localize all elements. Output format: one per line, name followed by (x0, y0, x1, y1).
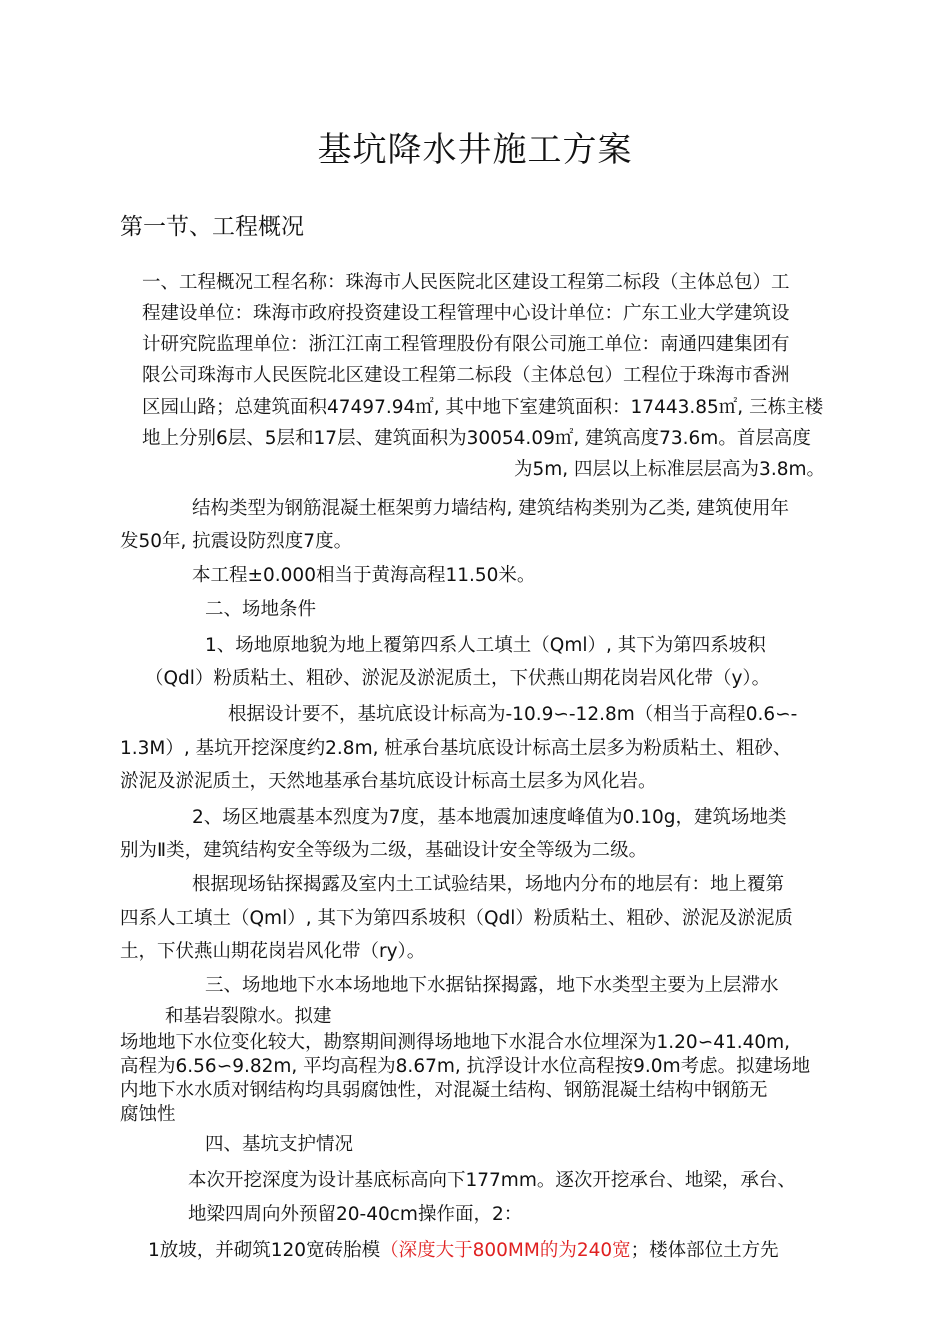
support-line: 地梁四周向外预留20-40cm操作面，2： (188, 1204, 523, 1225)
design-line: 1.3M）, 基坑开挖深度约2.8m, 桩承台基坑底设计标高土层多为粉质粘土、粗砂、 (120, 738, 792, 759)
groundwater-line: 高程为6.56∽9.82m, 平均高程为8.67m, 抗浮设计水位高程按9.0m考虑。拟建场地 (120, 1056, 811, 1077)
section-heading: 第一节、工程概况 (120, 214, 304, 240)
document-title: 基坑降水井施工方案 (317, 130, 633, 170)
support-heading: 四、基坑支护情况 (205, 1134, 354, 1155)
design-line: 根据设计要不，基坑底设计标高为-10.9∽-12.8m（相当于高程0.6∽- (228, 704, 798, 725)
support-text: 1放坡，并砌筑120宽砖胎模 (148, 1240, 381, 1261)
support-text: ；楼体部位土方先 (630, 1240, 779, 1261)
groundwater-line: 腐蚀性 (120, 1104, 176, 1125)
strata-line: 四系人工填土（Qml）, 其下为第四系坡积（Qdl）粉质粘土、粗砂、淤泥及淤泥质 (120, 908, 793, 929)
groundwater-line: 和基岩裂隙水。拟建 (165, 1006, 332, 1027)
groundwater-line: 内地下水水质对钢结构均具弱腐蚀性，对混凝土结构、钢筋混凝土结构中钢筋无 (120, 1080, 768, 1101)
support-line: 本次开挖深度为设计基底标高向下177mm。逐次开挖承台、地梁，承台、 (188, 1170, 796, 1191)
overview-line: 区园山路；总建筑面积47497.94㎡, 其中地下室建筑面积：17443.85㎡, 三栋主楼 (142, 397, 824, 418)
overview-line: 为5m, 四层以上标准层层高为3.8m。 (514, 459, 825, 480)
overview-line: 地上分别6层、5层和17层、建筑面积为30054.09㎡, 建筑高度73.6m。首层高度 (142, 428, 811, 449)
site1-line: 1、场地原地貌为地上覆第四系人工填土（Qml）, 其下为第四系坡积 (205, 635, 766, 656)
site1-line: （Qdl）粉质粘土、粗砂、淤泥及淤泥质土，下伏燕山期花岗岩风化带（y）。 (145, 668, 771, 689)
groundwater-line: 场地地下水位变化较大，勘察期间测得场地地下水混合水位埋深为1.20∽41.40m, (120, 1032, 791, 1053)
site2-line: 别为Ⅱ类，建筑结构安全等级为二级，基础设计安全等级为二级。 (120, 840, 648, 861)
site2-line: 2、场区地震基本烈度为7度，基本地震加速度峰值为0.10g，建筑场地类 (192, 807, 787, 828)
overview-line: 一、工程概况工程名称：珠海市人民医院北区建设工程第二标段（主体总包）工 (142, 272, 790, 293)
site-conditions-heading: 二、场地条件 (205, 599, 317, 620)
support-line-mixed (148, 1233, 779, 1269)
overview-line: 计研究院监理单位：浙江江南工程管理股份有限公司施工单位：南通四建集团有 (142, 334, 790, 355)
structure-line: 发50年, 抗震设防烈度7度。 (120, 531, 353, 552)
strata-line: 根据现场钻探揭露及室内土工试验结果，场地内分布的地层有：地上覆第 (192, 874, 785, 895)
groundwater-line: 三、场地地下水本场地地下水据钻探揭露，地下水类型主要为上层滞水 (205, 975, 779, 996)
overview-line: 程建设单位：珠海市政府投资建设工程管理中心设计单位：广东工业大学建筑设 (142, 303, 790, 324)
support-highlight-text: （深度大于800MM的为240宽 (380, 1240, 631, 1261)
structure-line: 结构类型为钢筋混凝土框架剪力墙结构, 建筑结构类别为乙类, 建筑使用年 (192, 498, 790, 519)
elevation-paragraph: 本工程±0.000相当于黄海高程11.50米。 (192, 565, 536, 586)
strata-line: 土，下伏燕山期花岗岩风化带（ry）。 (120, 941, 426, 962)
overview-line: 限公司珠海市人民医院北区建设工程第二标段（主体总包）工程位于珠海市香洲 (142, 365, 790, 386)
design-line: 淤泥及淤泥质土，天然地基承台基坑底设计标高土层多为风化岩。 (120, 771, 657, 792)
